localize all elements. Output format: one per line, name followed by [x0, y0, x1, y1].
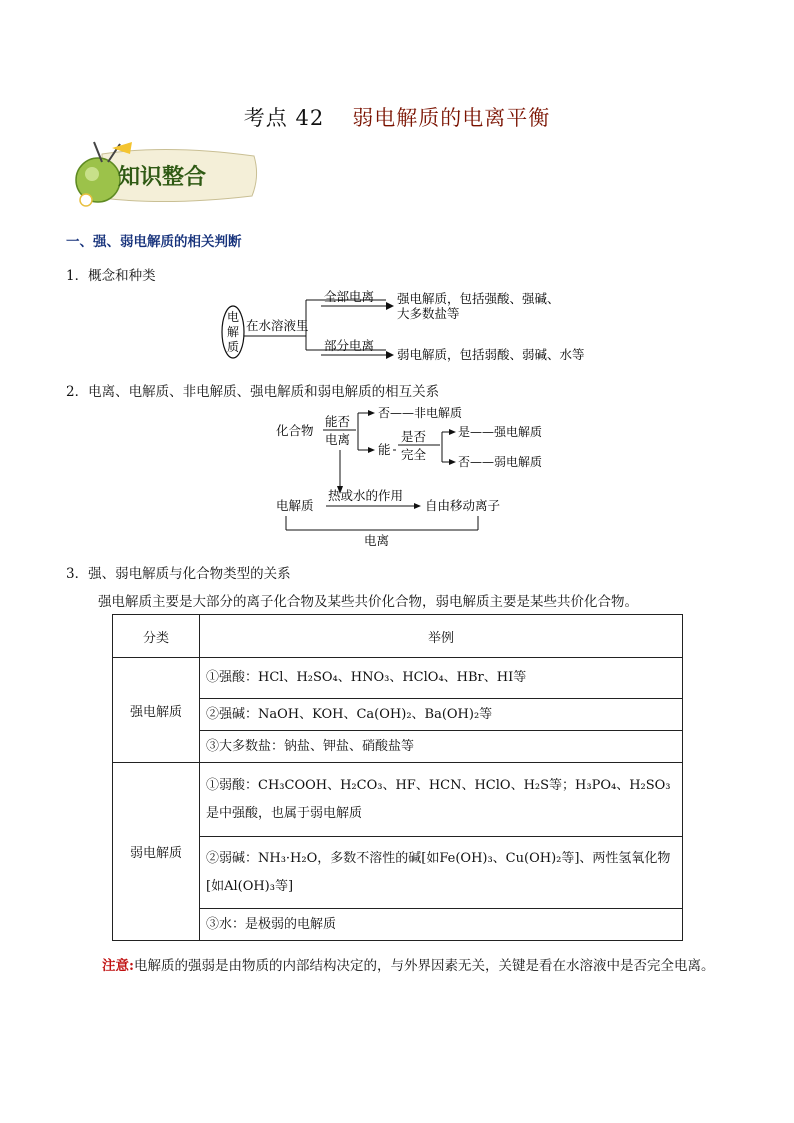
weak-base-cell: ②弱碱：NH₃·H₂O，多数不溶性的碱[如Fe(OH)₃、Cu(OH)₂等]、两性氢氧化物[如Al(OH)₃等]	[200, 837, 683, 909]
flower-icon	[80, 194, 92, 206]
note-text: 电解质的强弱是由物质的内部结构决定的，与外界因素无关，关键是看在水溶液中是否完全电离。	[133, 958, 715, 974]
root-char-2: 解	[226, 325, 240, 339]
weak-electrolyte: 否——弱电解质	[458, 455, 543, 469]
note-paragraph	[66, 950, 726, 982]
header-category: 分类	[113, 615, 200, 658]
table-header-row	[113, 615, 683, 658]
header-examples: 举例	[200, 615, 683, 658]
diagram-relations	[268, 400, 568, 550]
strong-result-2: 大多数盐等	[397, 306, 460, 321]
title-text: 弱电解质的电离平衡	[352, 106, 551, 130]
compound-label: 化合物	[276, 423, 314, 438]
badge-text: 知识整合	[118, 164, 207, 190]
weak-acid-cell: ①弱酸：CH₃COOH、H₂CO₃、HF、HCN、HClO、H₂S等；H₃PO₄、H₂SO₃是中强酸，也属于弱电解质	[200, 763, 683, 837]
knowledge-badge	[72, 140, 262, 210]
note-label: 注意:	[102, 958, 134, 974]
ionize-label: 电离	[364, 533, 390, 548]
section-heading: 一、强、弱电解质的相关判断	[66, 234, 242, 250]
table-row	[113, 658, 683, 699]
yes-label: 能	[378, 442, 391, 457]
partial-ionize-label: 部分电离	[324, 338, 375, 353]
weak-category: 弱电解质	[113, 763, 200, 941]
can-label-1: 能否	[325, 414, 351, 429]
diagram-electrolyte-types	[218, 288, 618, 368]
salts-cell: ③大多数盐：钠盐、钾盐、硝酸盐等	[200, 731, 683, 763]
table-row	[113, 763, 683, 837]
strong-category: 强电解质	[113, 658, 200, 763]
full-ionize-label: 全部电离	[324, 289, 375, 304]
subheading-1: 1．概念和种类	[66, 268, 156, 284]
strong-electrolyte: 是——强电解质	[458, 425, 543, 439]
full-label-1: 是否	[401, 429, 427, 444]
heat-water-label: 热或水的作用	[328, 488, 404, 503]
non-electrolyte: 否——非电解质	[378, 406, 463, 420]
strong-result-1: 强电解质，包括强酸、强碱、	[397, 291, 560, 306]
electrolyte-label: 电解质	[276, 498, 314, 513]
root-char-3: 质	[226, 340, 240, 354]
free-ions-label: 自由移动离子	[425, 498, 501, 513]
can-label-2: 电离	[325, 432, 351, 447]
intro-paragraph: 强电解质主要是大部分的离子化合物及某些共价化合物，弱电解质主要是某些共价化合物。	[98, 594, 638, 610]
title-number: 考点 42	[243, 106, 325, 130]
condition-label: 在水溶液里	[246, 318, 309, 333]
water-cell: ③水：是极弱的电解质	[200, 909, 683, 941]
root-char-1: 电	[226, 310, 240, 324]
page-title	[0, 102, 794, 132]
subheading-3: 3．强、弱电解质与化合物类型的关系	[66, 566, 291, 582]
subheading-2: 2．电离、电解质、非电解质、强电解质和弱电解质的相互关系	[66, 384, 440, 400]
weak-result: 弱电解质，包括弱酸、弱碱、水等	[397, 347, 585, 362]
strong-base-cell: ②强碱：NaOH、KOH、Ca(OH)₂、Ba(OH)₂等	[200, 699, 683, 731]
strong-acid-cell: ①强酸：HCl、H₂SO₄、HNO₃、HClO₄、HBr、HI等	[200, 658, 683, 699]
full-label-2: 完全	[401, 447, 427, 462]
classification-table	[112, 614, 683, 941]
